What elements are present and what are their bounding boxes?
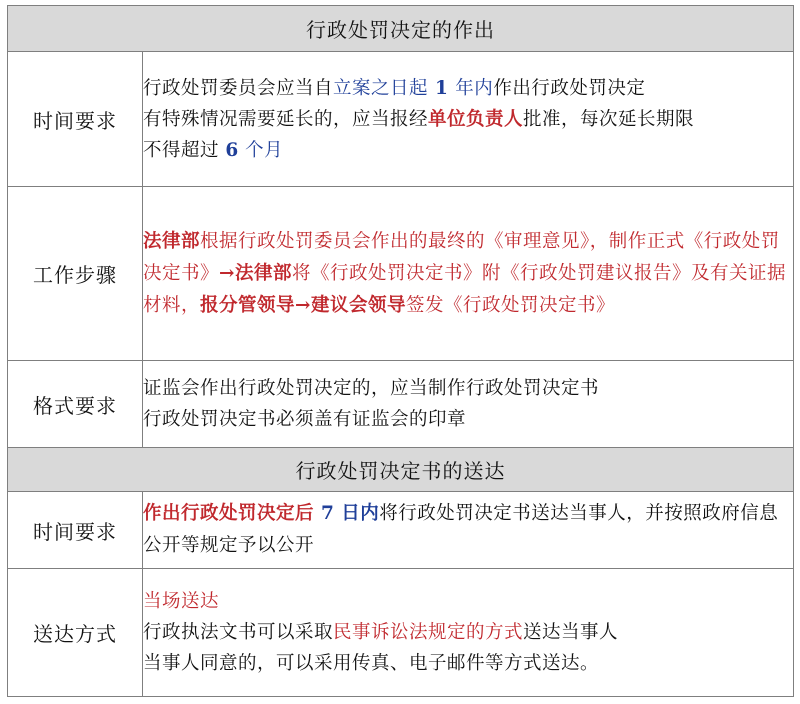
table-row [8,492,794,569]
penalty-procedure-table [7,5,794,697]
content-line [143,135,793,166]
highlight-red-text: 签发《行政处罚决定书》 [406,294,616,316]
table-row [8,569,794,697]
row-content-delivery-time [143,492,794,569]
row-label-format-requirement: 格式要求 [8,361,143,448]
highlight-red-bold: 作出行政处罚决定后 [143,503,321,524]
delivery-time-paragraph [143,498,793,562]
highlight-red-bold: →法律部 [219,262,293,284]
row-label-delivery-time: 时间要求 [8,492,143,569]
section-header-row [8,6,794,52]
section-title-delivery: 行政处罚决定书的送达 [8,448,794,492]
row-content-format-requirement [143,361,794,448]
content-line: 证监会作出行政处罚决定的，应当制作行政处罚决定书 [143,378,600,399]
highlight-blue-text: 日内 [334,503,380,524]
work-steps-paragraph [143,226,793,322]
text-segment: 将行政处罚决定书送达当事人，并按照政府信息公开等规定予以公开 [143,503,779,556]
row-label-work-steps: 工作步骤 [8,187,143,361]
highlight-blue-text: 年内 [455,77,494,99]
text-segment: 行政处罚委员会应当自 [143,77,334,99]
highlight-blue-text: 个月 [238,139,284,161]
table-row [8,187,794,361]
highlight-red-bold: 法律部 [143,230,201,252]
row-content-delivery-method [143,569,794,697]
table-row [8,361,794,448]
row-label-delivery-method: 送达方式 [8,569,143,697]
highlight-red-text: 将《行政处罚决定书》附《行政处罚建议报告》及有关证据材料， [143,262,787,316]
content-line [143,104,793,135]
text-segment: 有特殊情况需要延长的，应当报经 [143,108,429,130]
highlight-red-text: 单位负责人 [428,108,524,130]
highlight-red-text: 根据行政处罚委员会作出的最终的《审理意见》，制作正式《行政处罚决定书》 [143,230,780,284]
highlight-red-text: 民事诉讼法规定的方式 [333,622,524,643]
text-segment: 行政执法文书可以采取 [143,622,334,643]
content-line: 当事人同意的，可以采用传真、电子邮件等方式送达。 [143,653,600,674]
highlight-blue-text: 立案之日起 [333,77,429,99]
highlight-blue-number: 1 [428,77,456,99]
highlight-red-text: 当场送达 [143,591,220,612]
highlight-red-bold: 报分管领导→建议会领导 [200,294,407,316]
content-line: 行政处罚决定书必须盖有证监会的印章 [143,409,467,430]
highlight-blue-number: 6 [225,139,239,161]
text-segment: 送达当事人 [523,622,619,643]
text-segment: 作出行政处罚决定 [493,77,646,99]
table-row [8,52,794,187]
content-line [143,617,793,648]
text-segment: 不得超过 [143,139,226,161]
row-content-time-requirement [143,52,794,187]
row-content-work-steps [143,187,794,361]
section-header-row [8,448,794,492]
section-title-decision: 行政处罚决定的作出 [8,6,794,52]
row-label-time-requirement: 时间要求 [8,52,143,187]
highlight-blue-number: 7 [320,503,335,524]
text-segment: 批准，每次延长期限 [523,108,695,130]
content-line [143,73,793,104]
